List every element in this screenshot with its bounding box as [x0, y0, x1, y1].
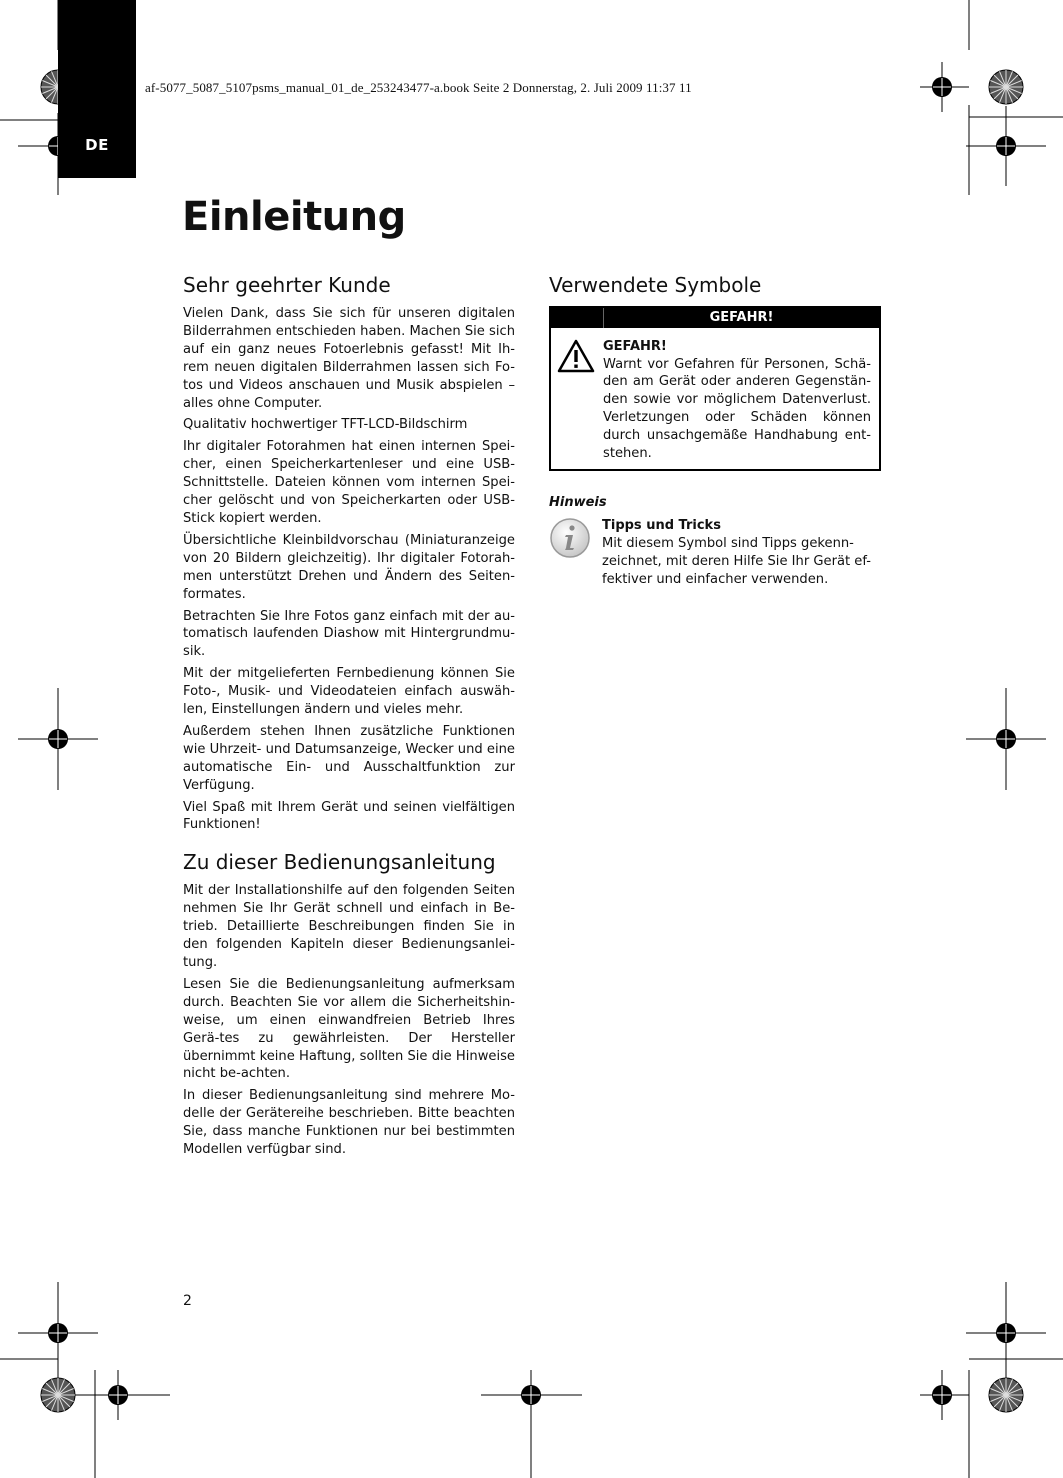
language-tab	[58, 0, 136, 178]
paragraph: In dieser Bedienungsanleitung sind mehrere Mo-delle der Gerätereihe beschrieben. Bitte beachten Sie, dass manche Funktionen nur bei bestimmten Modellen verfügbar sind.	[183, 1088, 515, 1158]
paragraph: Lesen Sie die Bedienungsanleitung aufmerksam durch. Beachten Sie vor allem die Sicherheitshin-weise, um einen einwandfreien Betrieb Ihres Gerä-tes zu gewährleisten. Der Hersteller übernimmt keine Haftung, sollten Sie die Hinweise nicht be-achten.	[183, 976, 515, 1082]
paragraph: Übersichtliche Kleinbildvorschau (Miniaturanzeige von 20 Bildern gleichzeitig). Ihr digitaler Fotorah-men unterstützt Drehen und Ändern des Seiten-formates.	[183, 532, 515, 602]
paragraph: Vielen Dank, dass Sie sich für unseren digitalen Bilderrahmen entschieden haben. Machen Sie sich auf ein ganz neues Fotoerlebnis gefasst! Mit Ih-rem neuen digitalen Bilderrahmen lassen sich Fo-tos und Videos anschauen und Musik abspielen – alles ohne Computer.	[183, 306, 515, 411]
section-heading-symbols: Verwendete Symbole	[549, 273, 762, 297]
warning-triangle-icon	[557, 338, 603, 463]
note-text: Mit diesem Symbol sind Tipps gekenn-zeichnet, mit deren Hilfe Sie Ihr Gerät ef-fektiver und einfacher verwenden.	[602, 535, 871, 587]
warning-header-label: GEFAHR!	[709, 310, 774, 325]
paragraph: Qualitativ hochwertiger TFT-LCD-Bildschirm	[183, 417, 468, 433]
left-column	[183, 272, 515, 1163]
paragraph: Betrachten Sie Ihre Fotos ganz einfach mit der au-tomatisch laufenden Diashow mit Hintergrundmu-sik.	[183, 608, 515, 660]
warning-text: Warnt vor Gefahren für Personen, Schä-den am Gerät oder anderen Gegenstän-den sowie vor möglichem Datenverlust. Verletzungen oder Schäden können durch unsachgemäße Handhabung ent-stehen.	[603, 356, 871, 462]
page-title: Einleitung	[182, 194, 406, 240]
note-box	[549, 517, 881, 589]
info-icon	[549, 517, 602, 589]
section-heading-manual: Zu dieser Bedienungsanleitung	[183, 850, 496, 875]
section-heading-customer: Sehr geehrter Kunde	[183, 273, 391, 297]
print-header: af-5077_5087_5107psms_manual_01_de_253243477-a.book Seite 2 Donnerstag, 2. Juli 2009 11:37 11	[145, 80, 692, 95]
paragraph: Mit der mitgelieferten Fernbedienung können Sie Foto-, Musik- und Videodateien einfach auswäh-len, Einstellungen ändern und vieles mehr.	[183, 666, 515, 718]
paragraph: Außerdem stehen Ihnen zusätzliche Funktionen wie Uhrzeit- und Datumsanzeige, Wecker und eine automatische Ein- und Ausschaltfunktion zur Verfügung.	[183, 723, 515, 793]
warning-header	[551, 308, 879, 328]
note-label: Hinweis	[549, 494, 607, 510]
page-number: 2	[183, 1293, 192, 1309]
paragraph: Ihr digitaler Fotorahmen hat einen internen Spei-cher, einen Speicherkartenleser und eine USB-Schnittstelle. Dateien können vom internen Spei-cher gelöscht und von Speicherkarten oder USB-Stick kopiert werden.	[183, 439, 515, 526]
warning-title: GEFAHR!	[603, 339, 667, 354]
language-tab-label: DE	[85, 136, 109, 154]
warning-box	[549, 306, 881, 471]
right-column	[549, 272, 881, 589]
paragraph: Viel Spaß mit Ihrem Gerät und seinen vielfältigen Funktionen!	[183, 799, 515, 833]
paragraph: Mit der Installationshilfe auf den folgenden Seiten nehmen Sie Ihr Gerät schnell und einfach in Be-trieb. Detaillierte Beschreibungen finden Sie in den folgenden Kapiteln dieser Bedienungsanlei-tung.	[183, 883, 515, 970]
note-title: Tipps und Tricks	[602, 517, 721, 533]
